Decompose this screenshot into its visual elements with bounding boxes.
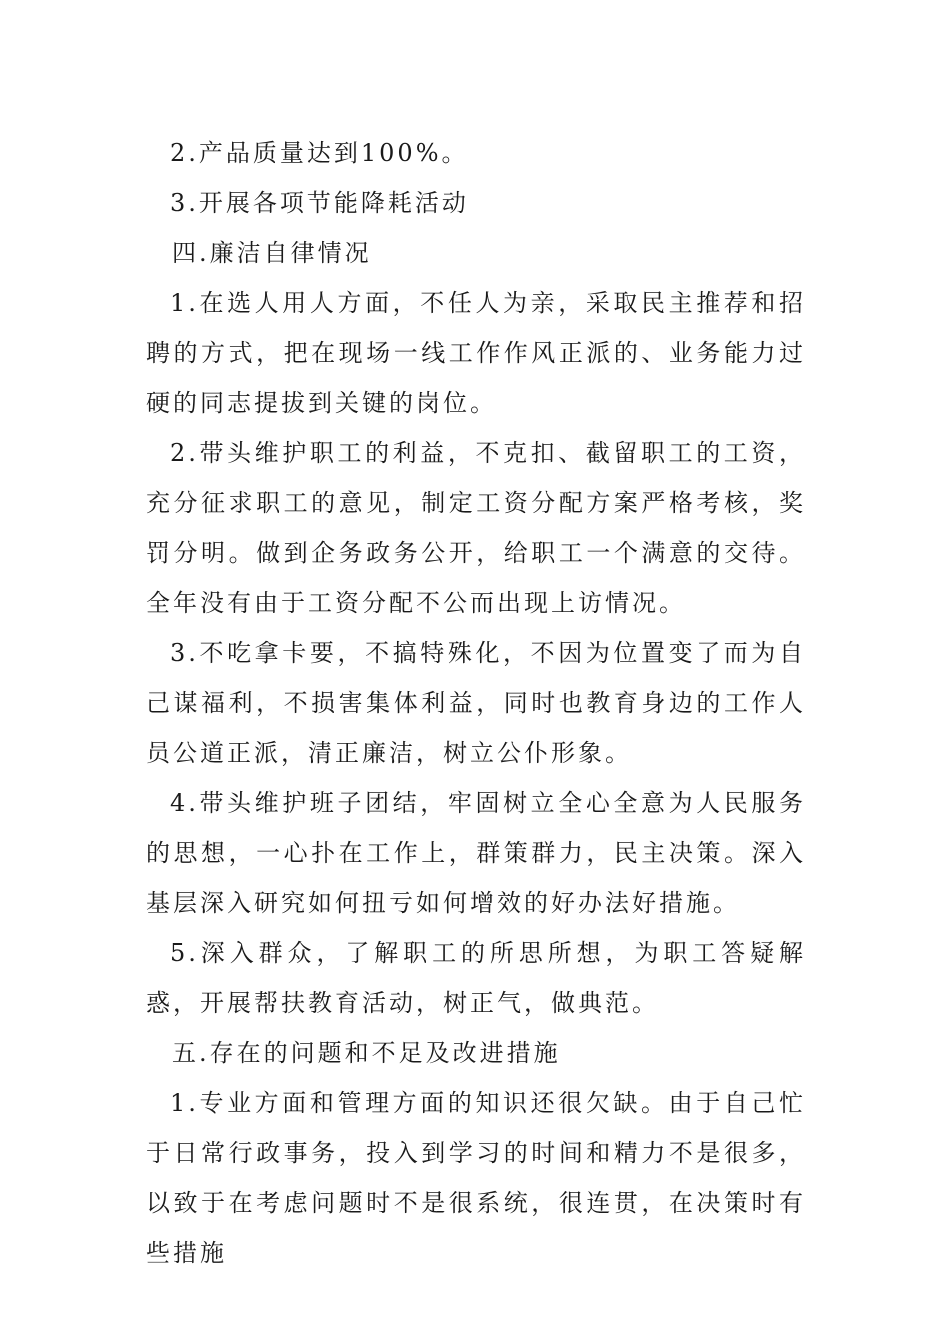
paragraph-integrity-3: 3.不吃拿卡要，不搞特殊化，不因为位置变了而为自己谋福利，不损害集体利益，同时也教育身边的工作人员公道正派，清正廉洁，树立公仆形象。 [146,639,806,767]
paragraph-item-2: 2.产品质量达到100%。 [170,139,469,167]
paragraph-integrity-5: 5.深入群众，了解职工的所思所想，为职工答疑解惑，开展帮扶教育活动，树正气，做典范。 [146,939,806,1017]
section-heading-4: 四.廉洁自律情况 [172,239,372,267]
paragraph-integrity-4: 4.带头维护班子团结，牢固树立全心全意为人民服务的思想，一心扑在工作上，群策群力，民主决策。深入基层深入研究如何扭亏如何增效的好办法好措施。 [146,789,806,917]
paragraph-integrity-1: 1.在选人用人方面，不任人为亲，采取民主推荐和招聘的方式，把在现场一线工作作风正派的、业务能力过硬的同志提拔到关键的岗位。 [146,289,806,417]
section-heading-5: 五.存在的问题和不足及改进措施 [172,1039,561,1067]
paragraph-issues-1: 1.专业方面和管理方面的知识还很欠缺。由于自己忙于日常行政事务，投入到学习的时间和精力不是很多，以致于在考虑问题时不是很系统，很连贯，在决策时有些措施 [146,1089,806,1267]
paragraph-integrity-2: 2.带头维护职工的利益，不克扣、截留职工的工资，充分征求职工的意见，制定工资分配方案严格考核，奖罚分明。做到企务政务公开，给职工一个满意的交待。全年没有由于工资分配不公而出现上访情况。 [146,439,806,617]
paragraph-item-3: 3.开展各项节能降耗活动 [170,189,469,217]
document-body [146,128,806,1278]
